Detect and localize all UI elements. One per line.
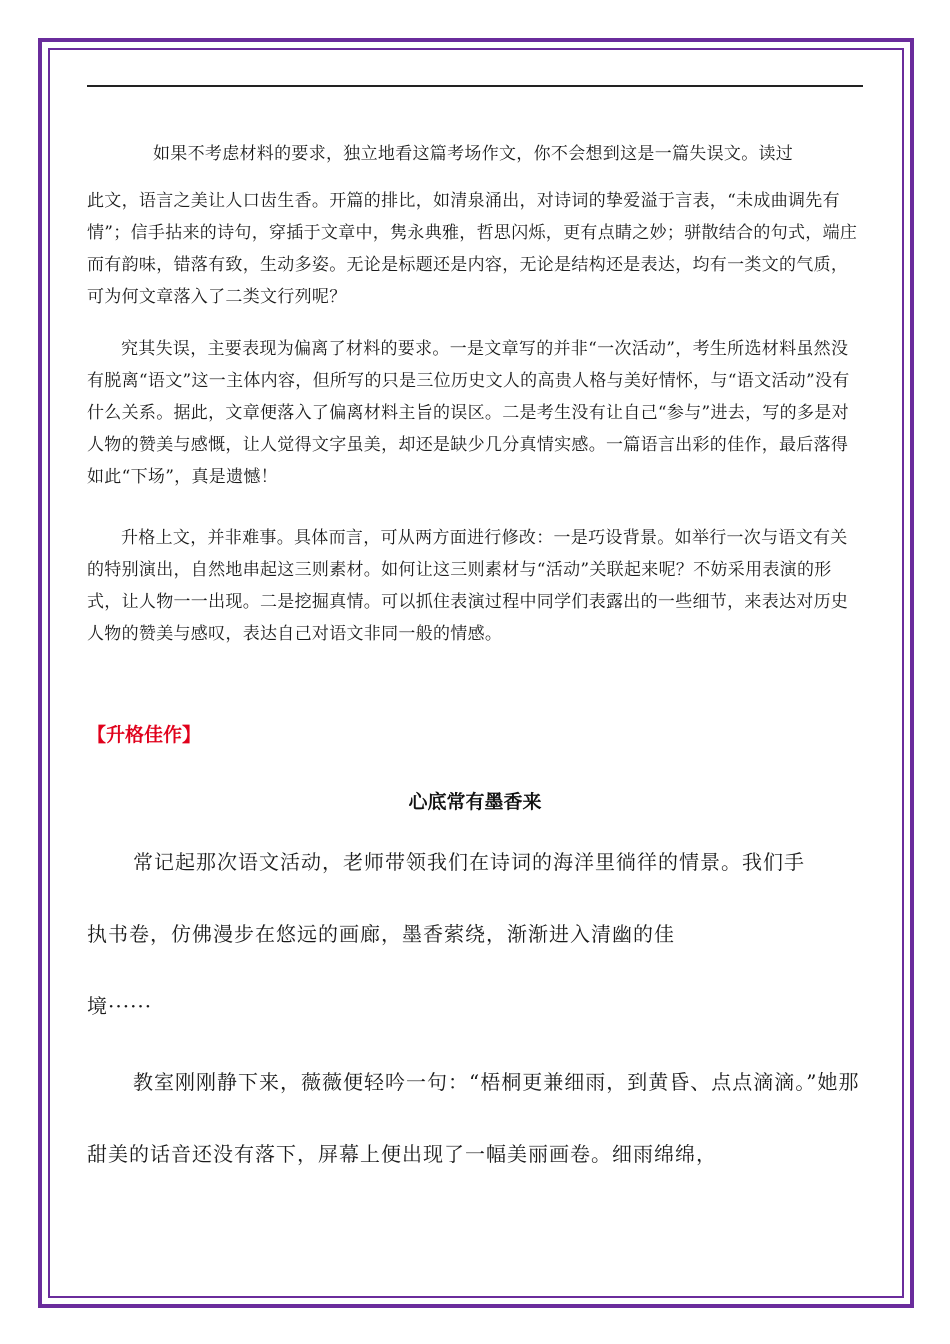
analysis-paragraph-3: 升格上文，并非难事。具体而言，可从两方面进行修改：一是巧设背景。如举行一次与语文有关的特别演出，自然地串起这三则素材。如何让这三则素材与“活动”关联起来呢？不妨采用表演的形式，让人物一一出现。二是挖掘真情。可以抓住表演过程中同学们表露出的一些细节，来表达对历史人物的赞美与感叹，表达自己对语文非同一般的情感。 [87, 528, 849, 644]
essay-paragraph-1-line-2: 执书卷，仿佛漫步在悠远的画廊，墨香萦绕，渐渐进入清幽的佳 [87, 922, 675, 946]
analysis-paragraph-1 [87, 141, 863, 313]
analysis-paragraph-2: 究其失误，主要表现为偏离了材料的要求。一是文章写的并非“一次活动”，考生所选材料虽然没有脱离“语文”这一主体内容，但所写的只是三位历史文人的高贵人格与美好情怀，与“语文活动”没有什么关系。据此，文章便落入了偏离材料主旨的误区。二是考生没有让自己“参与”进去，写的多是对人物的赞美与感慨，让人觉得文字虽美，却还是缺少几分真情实感。一篇语言出彩的佳作，最后落得如此“下场”，真是遗憾！ [87, 339, 850, 487]
essay-title: 心底常有墨香来 [408, 791, 542, 813]
analysis-paragraph-1-first-line: 如果不考虑材料的要求，独立地看这篇考场作文，你不会想到这是一篇失误文。读过 [153, 144, 794, 164]
section-label-upgraded-essay: 【升格佳作】 [87, 724, 202, 746]
analysis-paragraph-1-rest: 此文，语言之美让人口齿生香。开篇的排比，如清泉涌出，对诗词的挚爱溢于言表，“未成曲调先有情”；信手拈来的诗句，穿插于文章中，隽永典雅，哲思闪烁，更有点睛之妙；骈散结合的句式，端庄而有韵味，错落有致，生动多姿。无论是标题还是内容，无论是结构还是表达，均有一类文的气质，可为何文章落入了二类文行列呢？ [87, 191, 858, 307]
essay-paragraph-1-line-1: 常记起那次语文活动，老师带领我们在诗词的海洋里徜徉的情景。我们手 [133, 850, 805, 874]
essay-paragraph-2: 教室刚刚静下来，薇薇便轻吟一句：“梧桐更兼细雨，到黄昏、点点滴滴。”她那甜美的话音还没有落下，屏幕上便出现了一幅美丽画卷。细雨绵绵， [87, 1070, 860, 1166]
essay-paragraph-1-line-3: 境······ [87, 994, 153, 1018]
header-rule [87, 85, 863, 87]
essay-paragraph-1 [87, 826, 863, 1042]
